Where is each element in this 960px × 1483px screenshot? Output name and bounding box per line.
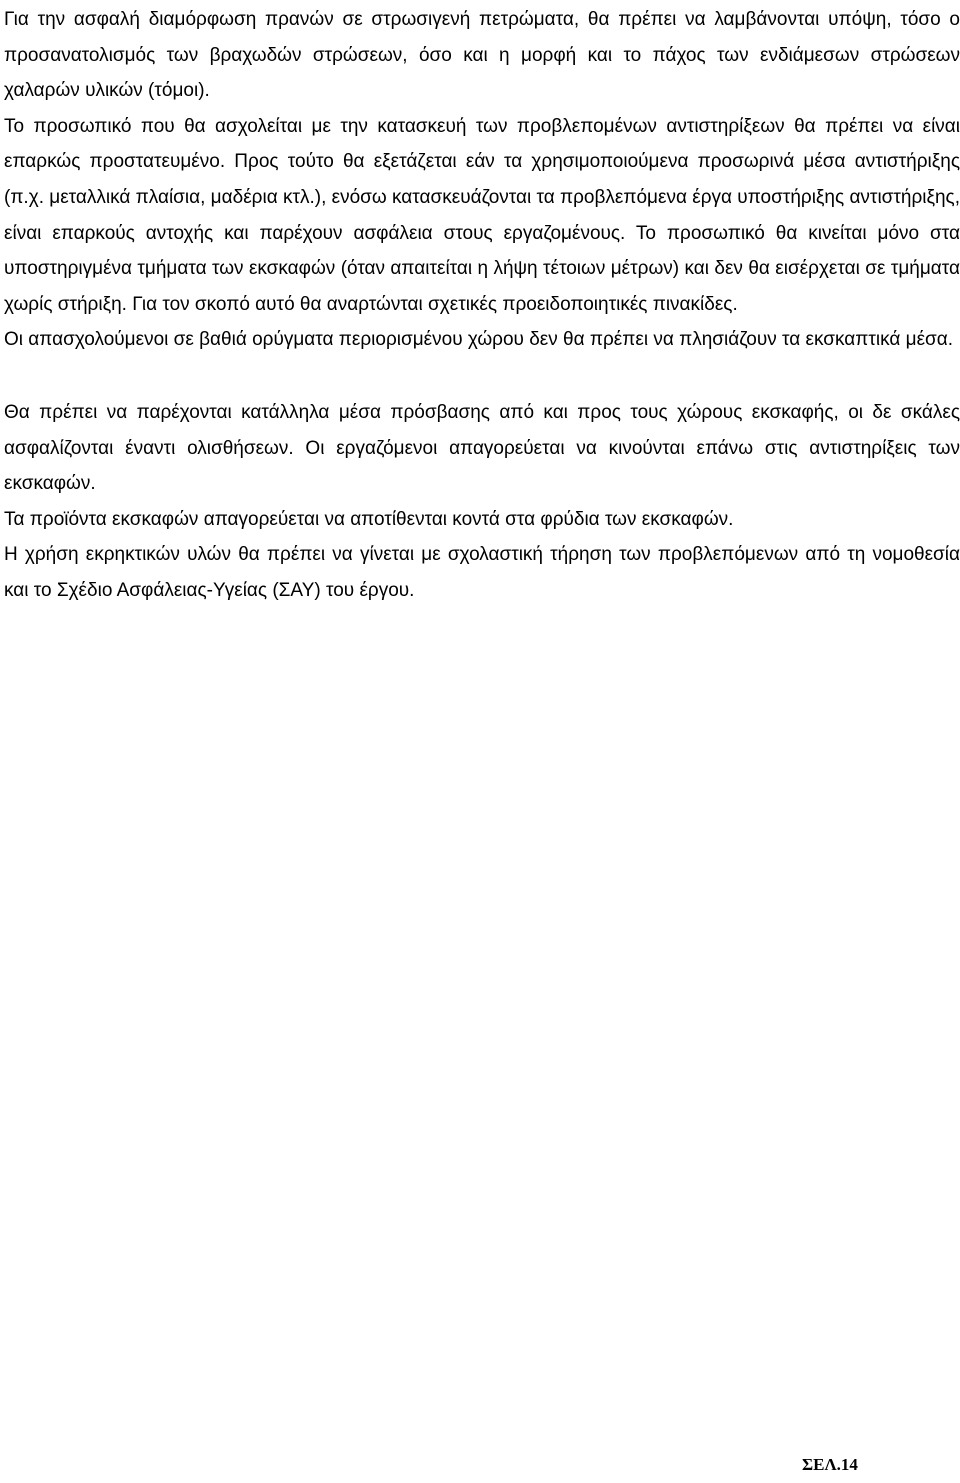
paragraph-excavation-products: Τα προϊόντα εκσκαφών απαγορεύεται να αποτίθενται κοντά στα φρύδια των εκσκαφών.: [4, 508, 734, 530]
paragraph-spacer: [4, 358, 960, 395]
paragraph-explosives: Η χρήση εκρηκτικών υλών θα πρέπει να γίνεται με σχολαστική τήρηση των προβλεπόμενων από τη νομοθεσία και το Σχέδιο Ασφάλειας-Υγείας (ΣΑΥ) του έργου.: [4, 544, 960, 601]
page-number: ΣΕΛ.14: [802, 1455, 858, 1474]
paragraph-stratified-slopes: Για την ασφαλή διαμόρφωση πρανών σε στρωσιγενή πετρώματα, θα πρέπει να λαμβάνονται υπόψη, τόσο ο προσανατολισμός των βραχωδών στρώσεων, όσο και η μορφή και το πάχος των ενδιάμεσων στρώσεων χαλαρών υλικών (τόμοι).: [4, 9, 960, 102]
document-body: [4, 2, 960, 609]
paragraph-deep-trenches: Οι απασχολούμενοι σε βαθιά ορύγματα περιορισμένου χώρου δεν θα πρέπει να πλησιάζουν τα εκσκαπτικά μέσα.: [4, 329, 954, 351]
paragraph-access-means: Θα πρέπει να παρέχονται κατάλληλα μέσα πρόσβασης από και προς τους χώρους εκσκαφής, οι δε σκάλες ασφαλίζονται έναντι ολισθήσεων. Οι εργαζόμενοι απαγορεύεται να κινούνται επάνω στις αντιστηρίξεις των εκσκαφών.: [4, 401, 960, 495]
paragraph-support-personnel: Το προσωπικό που θα ασχολείται με την κατασκευή των προβλεπομένων αντιστηρίξεων θα πρέπει να είναι επαρκώς προστατευμένο. Προς τούτο θα εξετάζεται εάν τα χρησιμοποιούμενα προσωρινά μέσα αντιστήριξης (π.χ. μεταλλικά πλαίσια, μαδέρια κτλ.), ενόσω κατασκευάζονται τα προβλεπόμενα έργα υποστήριξης αντιστήριξης, είναι επαρκούς αντοχής και παρέχουν ασφάλεια στους εργαζομένους. Το προσωπικό θα κινείται μόνο στα υποστηριγμένα τμήματα των εκσκαφών (όταν απαιτείται η λήψη τέτοιων μέτρων) και δεν θα εισέρχεται σε τμήματα χωρίς στήριξη. Για τον σκοπό αυτό θα αναρτώνται σχετικές προειδοποιητικές πινακίδες.: [4, 115, 960, 315]
